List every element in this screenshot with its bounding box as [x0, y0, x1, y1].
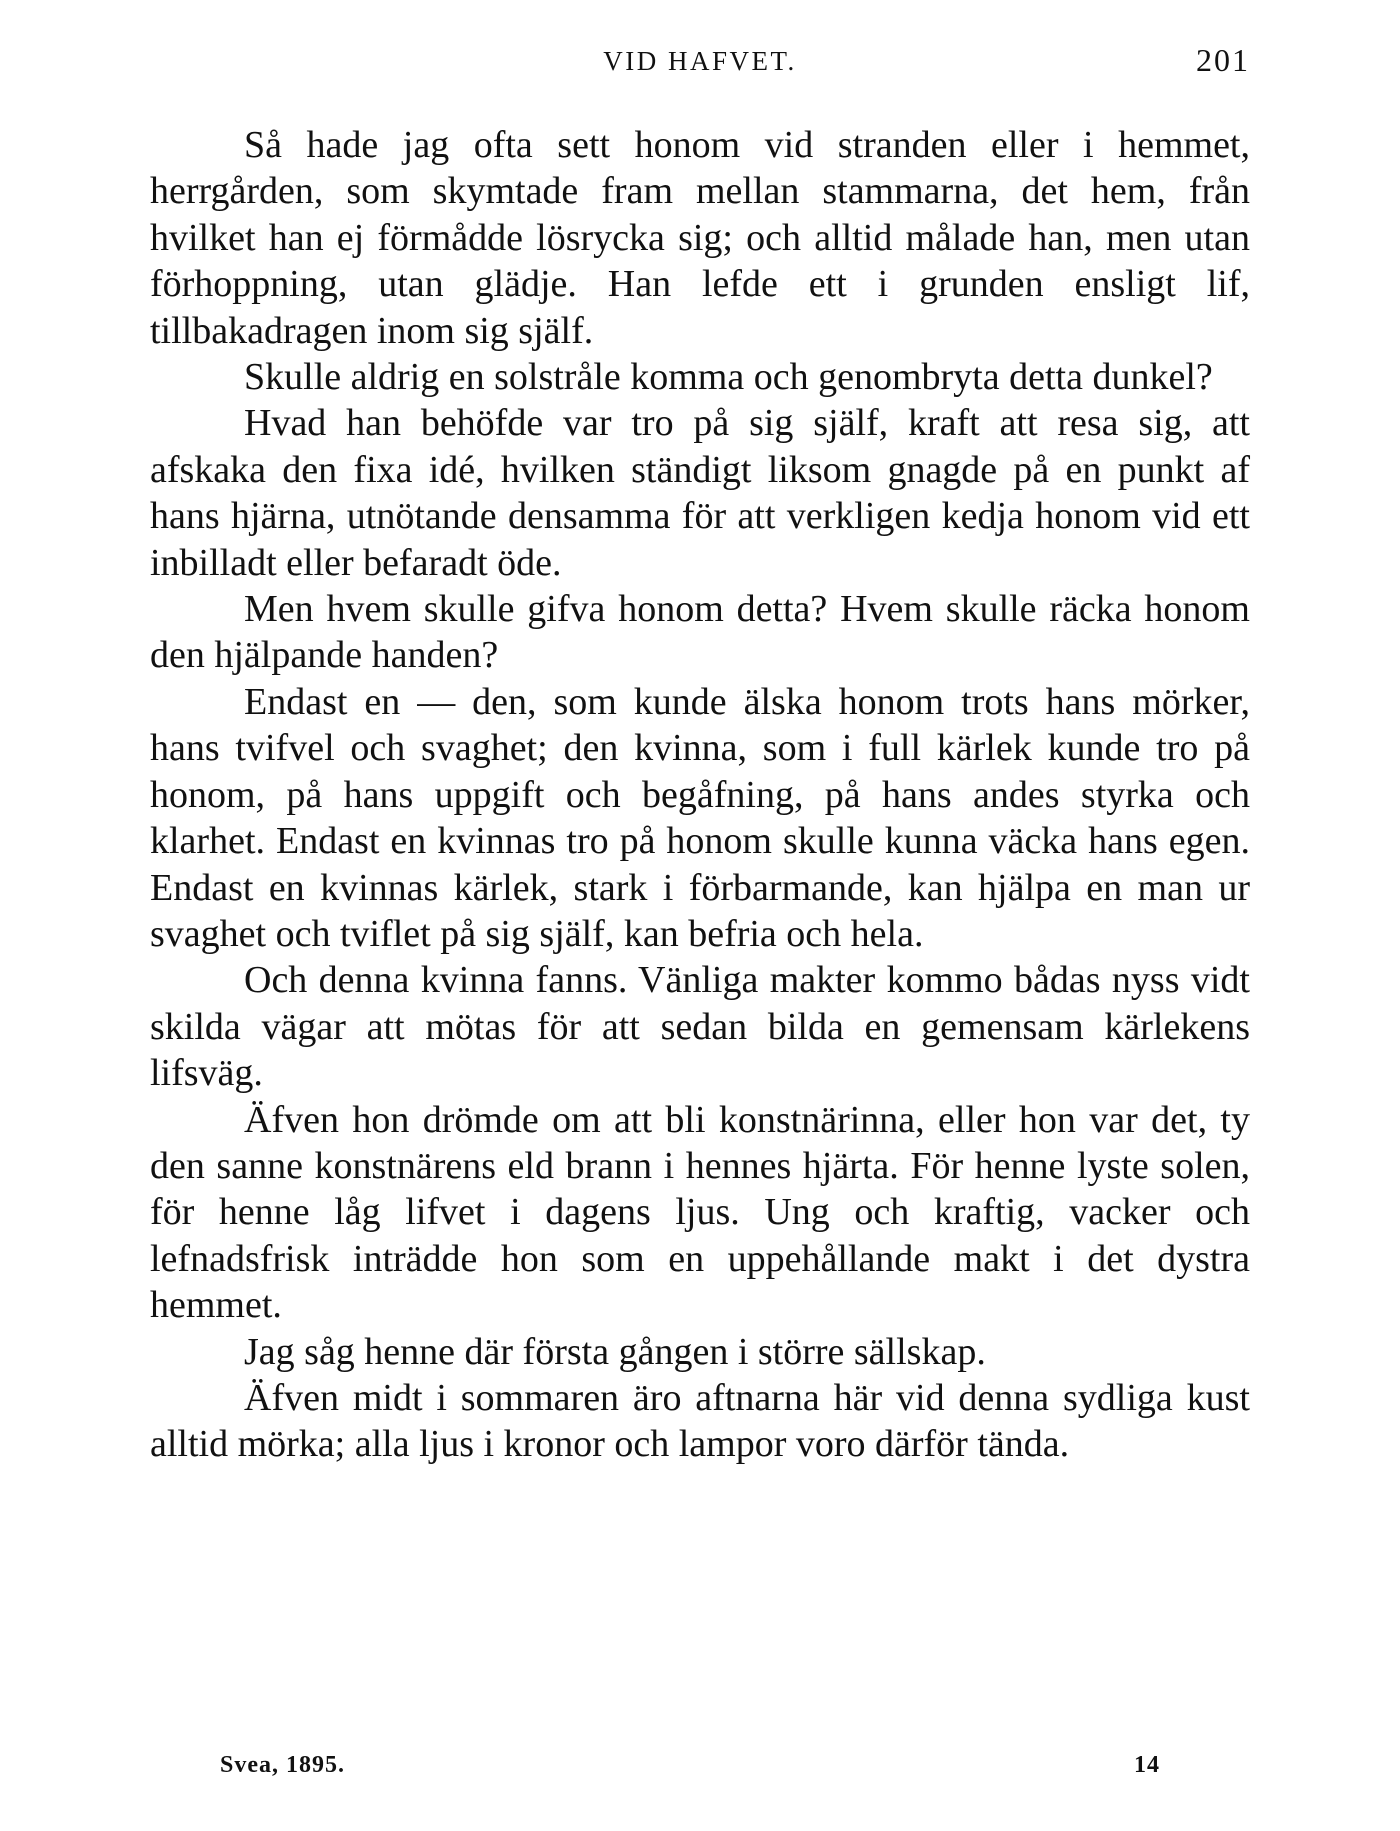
running-title: VID HAFVET. — [603, 46, 797, 76]
signature-mark: Svea, 1895. — [220, 1752, 345, 1778]
paragraph: Hvad han behöfde var tro på sig själf, kraft att resa sig, att afskaka den fixa idé, hvilken ständigt liksom gnagde på en punkt af hans hjärna, utnötande densamma för att verkligen kedja honom vid ett inbilladt eller befaradt öde. — [150, 402, 1250, 584]
sheet-number: 14 — [1134, 1752, 1160, 1778]
body-text — [150, 122, 1250, 1468]
paragraph: Men hvem skulle gifva honom detta? Hvem skulle räcka honom den hjälpande handen? — [150, 588, 1250, 677]
running-head — [150, 42, 1250, 92]
page-footer — [150, 1752, 1250, 1788]
paragraph: Äfven midt i sommaren äro aftnarna här vid denna sydliga kust alltid mörka; alla ljus i kronor och lampor voro därför tända. — [150, 1376, 1250, 1466]
paragraph: Och denna kvinna fanns. Vänliga makter kommo bådas nyss vidt skilda vägar att mötas för att sedan bilda en gemensam kärlekens lifsväg. — [150, 959, 1250, 1095]
paragraph: Så hade jag ofta sett honom vid stranden eller i hemmet, herrgården, som skymtade fram mellan stammarna, det hem, från hvilket han ej förmådde lösrycka sig; och alltid målade han, men utan förhoppning, utan glädje. Han lefde ett i grunden ensligt lif, tillbakadragen inom sig själf. — [150, 124, 1250, 352]
paragraph: Endast en — den, som kunde älska honom trots hans mörker, hans tvifvel och svaghet; den kvinna, som i full kärlek kunde tro på honom, på hans uppgift och begåfning, på hans andes styrka och klarhet. Endast en kvinnas tro på honom skulle kunna väcka hans egen. Endast en kvinnas kärlek, stark i förbarmande, kan hjälpa en man ur svaghet och tviflet på sig själf, kan befria och hela. — [150, 680, 1250, 955]
paragraph: Äfven hon drömde om att bli konstnärinna, eller hon var det, ty den sanne konstnärens eld brann i hennes hjärta. För henne lyste solen, för henne låg lifvet i dagens ljus. Ung och kraftig, vacker och lefnadsfrisk inträdde hon som en uppehållande makt i det dystra hemmet. — [150, 1098, 1250, 1327]
page-number: 201 — [1196, 42, 1250, 78]
paragraph: Skulle aldrig en solstråle komma och genombryta detta dunkel? — [244, 356, 1213, 399]
paragraph: Jag såg henne där första gången i större sällskap. — [244, 1330, 986, 1373]
